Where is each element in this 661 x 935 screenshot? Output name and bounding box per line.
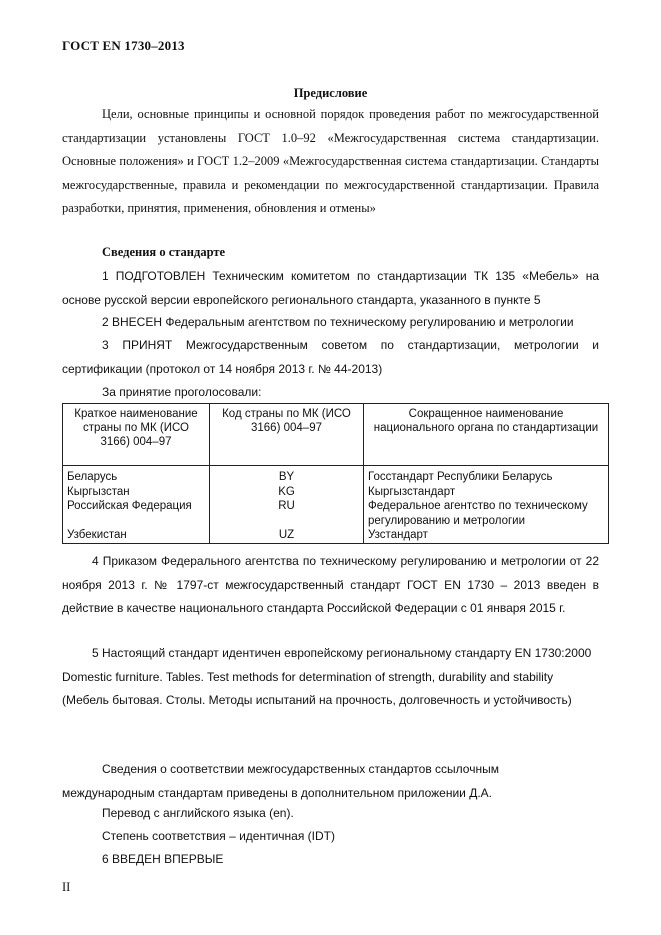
row-body: Федеральное агентство по техническому регулированию и метрологии [368,500,588,527]
preface-paragraph: Цели, основные принципы и основной порядок проведения работ по межгосударственной стандартизации установлены ГОСТ 1.0–92 «Межгосударственная система стандартизации. Основные положения» и ГОСТ 1.2–2009 «Межгосударственная система стандартизации. Стандарты межгосударственные, правила и рекомендации по межгосударственной стандартизации. Правила разработки, принятия, применения, обновления и отмены» [62,107,599,216]
row-country: Узбекистан [67,529,127,542]
voting-table [62,403,609,544]
item-4: 4 Приказом Федерального агентства по техническому регулированию и метрологии от 22 ноября 2013 г. № 1797-ст межгосударственный стандарт ГОСТ EN 1730 – 2013 введен в действие в качестве национального стандарта Российской Федерации с 01 января 2015 г. [62,554,599,616]
row-code: RU [278,500,295,513]
row-body: Госстандарт Республики Беларусь [368,471,553,483]
document-code: ГОСТ EN 1730–2013 [62,38,185,53]
row-country: Российская Федерация [67,500,192,513]
item-2: 2 ВНЕСЕН Федеральным агентством по техническому регулированию и метрологии [102,315,574,329]
row-code: UZ [278,529,295,542]
translation-note: Перевод с английского языка (en). [102,806,294,820]
item-1: 1 ПОДГОТОВЛЕН Техническим комитетом по стандартизации ТК 135 «Мебель» на основе русской версии европейского регионального стандарта, указанного в пункте 5 [62,269,599,307]
row-country: Беларусь [67,471,118,483]
page-number: II [62,880,71,894]
table-header-row [63,404,609,466]
header-body: Сокращенное наименование национального органа по стандартизации [364,404,609,466]
item-5: 5 Настоящий стандарт идентичен европейскому региональному стандарту EN 1730:2000 Domestic furniture. Tables. Test methods for determination of strength, durability and stability (Мебель бытовая. Столы. Методы испытаний на прочность, долговечность и устойчивость) [62,646,592,708]
item-6: 6 ВВЕДЕН ВПЕРВЫЕ [102,852,224,866]
compliance-note: Сведения о соответствии межгосударственных стандартов ссылочным международным стандартам приведены в дополнительном приложении Д.А. [62,762,499,800]
row-body: Кыргызстандарт [368,485,456,498]
row-country: Кыргызстан [67,485,130,498]
header-code: Код страны по МК (ИСО 3166) 004–97 [210,404,364,466]
row-body: Узстандарт [368,529,428,542]
row-code: KG [278,485,295,498]
item-3: 3 ПРИНЯТ Межгосударственным советом по стандартизации, метрологии и сертификации (протокол от 14 ноября 2013 г. № 44-2013) [62,338,599,376]
standard-info-heading: Сведения о стандарте [102,245,226,259]
header-country: Краткое наименование страны по МК (ИСО 3166) 004–97 [63,404,210,466]
table-body-row [63,466,609,544]
preface-title: Предисловие [293,86,368,100]
voted-label: За принятие проголосовали: [102,385,262,399]
degree-note: Степень соответствия – идентичная (IDT) [102,829,336,843]
row-code: BY [278,471,295,483]
